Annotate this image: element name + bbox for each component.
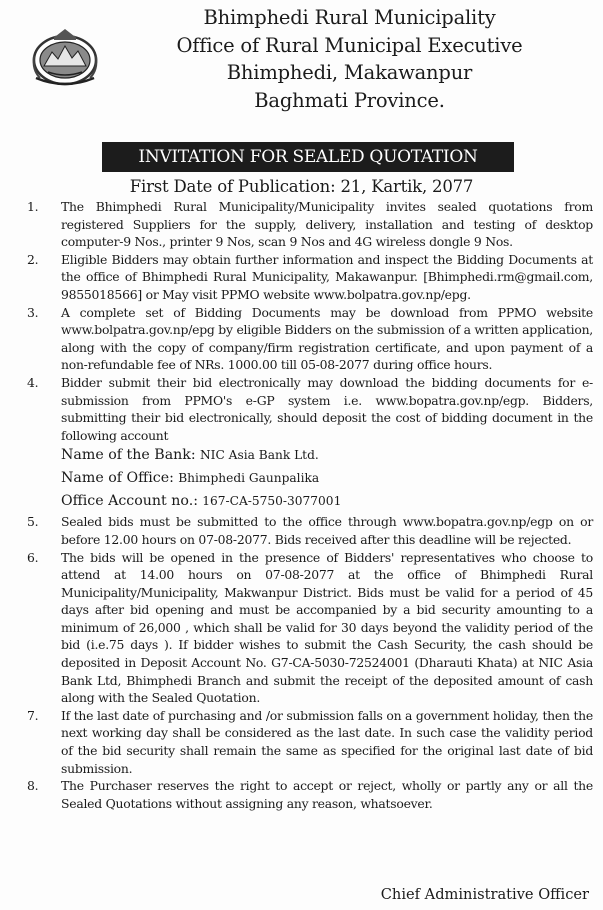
- publication-date: First Date of Publication: 21, Kartik, 2077: [129, 177, 474, 196]
- signature-title: Chief Administrative Officer: [380, 886, 589, 903]
- bank-name-value: NIC Asia Bank Ltd.: [199, 448, 319, 463]
- item-text: The Purchaser reserves the right to accept or reject, wholly or partly any or all the Sealed Quotations without assigning any reason, whatsoever.: [61, 778, 593, 811]
- bank-name-row: [14, 444, 593, 467]
- item-text: A complete set of Bidding Documents may be download from PPMO website www.bolpatra.gov.np/epg by eligible Bidders on the submission of a written application, along with the copy of company/firm registration certificate, and upon payment of a non-refundable fee of NRs. 1000.00 till 05-08-2077 during office hours.: [61, 304, 593, 373]
- notice-items: [14, 198, 593, 812]
- notice-item: [14, 304, 593, 374]
- notice-header: [14, 0, 593, 128]
- office-location: Bhimphedi, Makawanpur: [226, 61, 473, 84]
- account-number-label: Office Account no.:: [61, 493, 198, 510]
- item-text: Bidder submit their bid electronically may download the bidding documents for e-submission from PPMO's e-GP system i.e. www.bopatra.gov.np/egp. Bidders, submitting their bid electronically, should deposit the cost of bidding document in the following account: [61, 374, 593, 443]
- item-number: 3.: [27, 304, 39, 320]
- item-text: The bids will be opened in the presence of Bidders' representatives who choose to attend at 14.00 hours on 07-08-2077 at the office of Bhimphedi Rural Municipality/Municipality, Makwanpur District. Bids must be valid for a period of 45 days after bid opening and must be accompanied by a bid security amounting to a minimum of 26,000 , which shall be valid for 30 days beyond the validity period of the bid (i.e.75 days ). If bidder wishes to submit the Cash Security, the cash should be deposited in Deposit Account No. G7-CA-5030-72524001 (Dharauti Khata) at NIC Asia Bank Ltd, Bhimphedi Branch and submit the receipt of the deposited amount of cash along with the Sealed Quotation.: [61, 549, 593, 706]
- item-text: Sealed bids must be submitted to the office through www.bopatra.gov.np/egp on or before 12.00 hours on 07-08-2077. Bids received after this deadline will be rejected.: [61, 514, 593, 547]
- notice-item: [14, 251, 593, 304]
- item-number: 2.: [27, 251, 39, 267]
- item-number: 8.: [27, 778, 39, 794]
- notice-item: [14, 549, 593, 707]
- notice-item: [14, 513, 593, 548]
- item-text: Eligible Bidders may obtain further information and inspect the Bidding Documents at the office of Bhimphedi Rural Municipality, Makawanpur. [Bhimphedi.rm@gmail.com, 9855018566] or May visit PPMO website www.bolpatra.gov.np/epg.: [61, 251, 593, 302]
- municipality-name: Bhimphedi Rural Municipality: [203, 6, 496, 29]
- notice-item: [14, 707, 593, 777]
- item-number: 5.: [27, 514, 39, 530]
- account-number-row: [14, 490, 593, 513]
- nepal-government-emblem-icon: [30, 26, 100, 88]
- office-titles: [114, 4, 585, 114]
- item-number: 6.: [27, 549, 39, 565]
- item-number: 7.: [27, 707, 39, 723]
- office-name-label: Name of Office:: [61, 470, 174, 487]
- office-name-value: Bhimphedi Gaunpalika: [178, 471, 320, 486]
- item-text: If the last date of purchasing and /or submission falls on a government holiday, then the next working day shall be considered as the last date. In such case the validity period of the bid security shall remain the same as specified for the original last date of bid submission.: [61, 707, 593, 776]
- notice-item: [14, 374, 593, 444]
- item-number: 4.: [27, 374, 39, 390]
- account-number-value: 167-CA-5750-3077001: [202, 494, 342, 509]
- item-text: The Bhimphedi Rural Municipality/Municipality invites sealed quotations from registered Suppliers for the supply, delivery, installation and testing of desktop computer-9 Nos., printer 9 Nos, scan 9 Nos and 4G wireless dongle 9 Nos.: [61, 199, 593, 250]
- notice-item: [14, 777, 593, 812]
- office-name: Office of Rural Municipal Executive: [176, 33, 523, 57]
- province-name: Baghmati Province.: [254, 88, 445, 112]
- bank-name-label: Name of the Bank:: [61, 447, 196, 464]
- notice-title-banner: INVITATION FOR SEALED QUOTATION: [102, 142, 514, 172]
- office-name-row: [14, 467, 593, 490]
- notice-item: [14, 198, 593, 251]
- item-number: 1.: [27, 199, 39, 214]
